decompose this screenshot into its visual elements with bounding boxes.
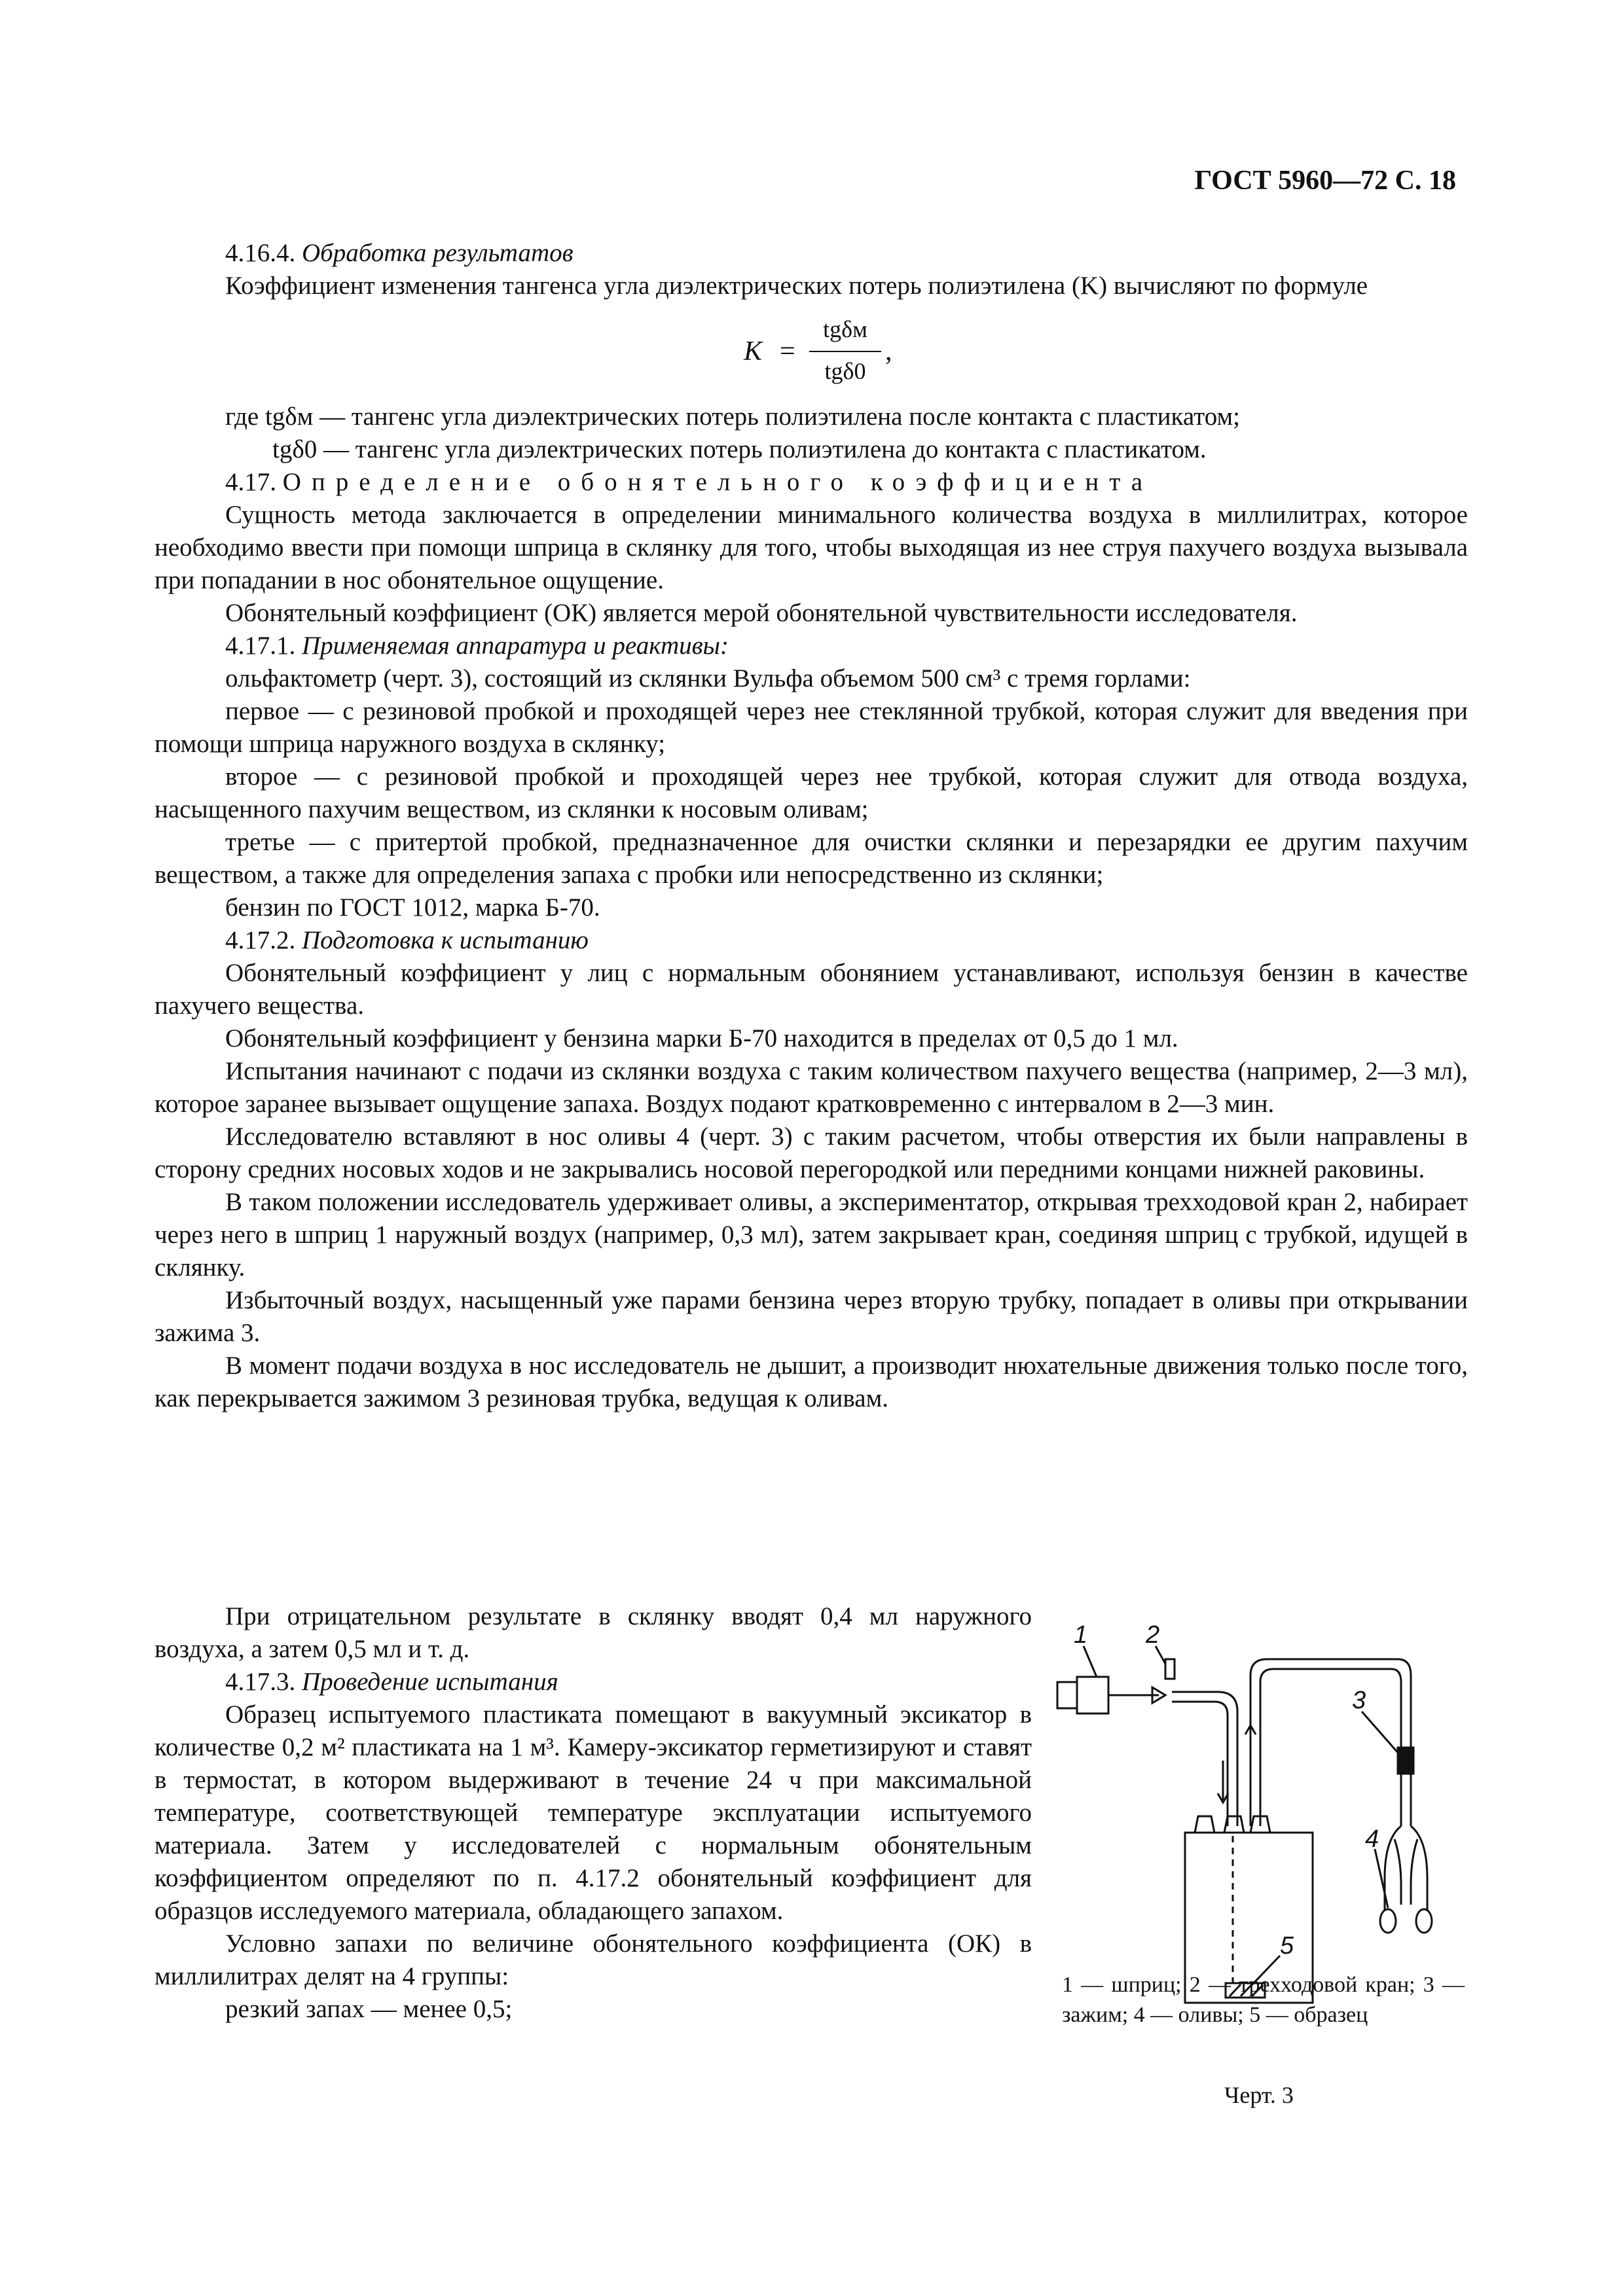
paragraph: Испытания начинают с подачи из склянки воздуха с таким количеством пахучего вещества (например, 2—3 мл), которое заранее вызывает ощущение запаха. Воздух подают кратковременно с интервалом в 2—3 мин. <box>155 1057 1468 1118</box>
paragraph: В таком положении исследователь удерживает оливы, а экспериментатор, открывая трехходовой кран 2, набирает через него в шприц 1 наружный воздух (например, 0,3 мл), затем закрывает кран, соединяя шприц с трубкой, идущей в склянку. <box>155 1188 1468 1282</box>
section-number: 4.17.1. <box>225 632 296 660</box>
page-header: ГОСТ 5960—72 С. 18 <box>1194 166 1456 196</box>
figure-caption: 1 — шприц; 2 — трехходовой кран; 3 — зажим; 4 — оливы; 5 — образец <box>1062 1973 1465 2027</box>
figure-label: Черт. 3 <box>1224 2082 1294 2108</box>
main-text-upper <box>155 237 1468 1415</box>
section-title: Проведение испытания <box>302 1668 558 1696</box>
paragraph: Обонятельный коэффициент у лиц с нормальным обонянием устанавливают, используя бензин в качестве пахучего вещества. <box>155 959 1468 1020</box>
paragraph: Исследователю вставляют в нос оливы 4 (черт. 3) с таким расчетом, чтобы отверстия их были направлены в сторону средних носовых ходов и не закрывались носовой перегородкой или передними концами нижней раковины. <box>155 1122 1468 1183</box>
callout-3: 3 <box>1352 1687 1366 1714</box>
formula-numerator: tgδм <box>823 316 867 342</box>
section-4-16-4 <box>155 237 1468 270</box>
clamp <box>1398 1748 1413 1774</box>
syringe-barrel <box>1077 1677 1108 1713</box>
formula-comma: , <box>885 336 892 367</box>
section-number: 4.17.3. <box>225 1668 296 1696</box>
paragraph: Избыточный воздух, насыщенный уже парами бензина через вторую трубку, попадает в оливы при открывании зажима 3. <box>155 1286 1468 1347</box>
paragraph: второе — с резиновой пробкой и проходящей через нее трубкой, которая служит для отвода воздуха, насыщенного пахучим веществом, из склянки к носовым оливам; <box>155 762 1468 823</box>
section-title: Подготовка к испытанию <box>302 926 589 954</box>
callout-5: 5 <box>1280 1932 1294 1960</box>
paragraph: бензин по ГОСТ 1012, марка Б-70. <box>225 893 600 922</box>
paragraph: Коэффициент изменения тангенса угла диэлектрических потерь полиэтилена (K) вычисляют по формуле <box>225 272 1368 300</box>
section-number: 4.16.4. <box>225 239 296 267</box>
paragraph: При отрицательном результате в склянку вводят 0,4 мл наружного воздуха, а затем 0,5 мл и т. д. <box>155 1602 1032 1663</box>
paragraph: резкий запах — менее 0,5; <box>225 1995 513 2023</box>
formula-lhs: K <box>744 336 763 367</box>
section-4-17-3 <box>155 1666 1032 1698</box>
paragraph: Обонятельный коэффициент (ОК) является мерой обонятельной чувствительности исследователя. <box>225 599 1298 627</box>
olfactometer-figure <box>1054 1604 1473 2009</box>
formula-equals: = <box>780 336 795 367</box>
formula-where-1: где tgδм — тангенс угла диэлектрических потерь полиэтилена после контакта с пластикатом; <box>225 403 1240 431</box>
paragraph: Обонятельный коэффициент у бензина марки Б-70 находится в пределах от 0,5 до 1 мл. <box>225 1024 1178 1052</box>
section-4-17-2 <box>155 924 1468 957</box>
section-number: 4.17.2. <box>225 926 296 954</box>
section-title: Обработка результатов <box>302 239 574 267</box>
paragraph: Сущность метода заключается в определении минимального количества воздуха в миллилитрах, которое необходимо ввести при помощи шприца в склянку для того, чтобы выходящая из нее струя пахучего воздуха вызывала при попадании в нос обонятельное ощущение. <box>155 501 1468 594</box>
main-text-lower <box>155 1600 1032 2026</box>
section-number: 4.17. <box>225 468 276 496</box>
section-4-17-1 <box>155 630 1468 662</box>
fraction-bar <box>809 351 881 352</box>
section-title: Определение обонятельного коэффициента <box>282 468 1154 496</box>
section-4-17 <box>155 466 1468 499</box>
olive-left <box>1380 1909 1396 1933</box>
formula-block <box>155 302 1468 401</box>
callout-1: 1 <box>1074 1621 1088 1649</box>
formula-denominator: tgδ0 <box>824 358 866 384</box>
paragraph: первое — с резиновой пробкой и проходящей через нее стеклянной трубкой, которая служит для введения при помощи шприца наружного воздуха в склянку; <box>155 697 1468 758</box>
syringe-plunger <box>1057 1682 1077 1708</box>
callout-2: 2 <box>1146 1621 1160 1649</box>
paragraph: Условно запахи по величине обонятельного коэффициента (ОК) в миллилитрах делят на 4 группы: <box>155 1929 1032 1990</box>
formula-where-2: tgδ0 — тангенс угла диэлектрических потерь полиэтилена до контакта с пластикатом. <box>272 435 1207 463</box>
section-title: Применяемая аппаратура и реактивы: <box>302 632 729 660</box>
paragraph: В момент подачи воздуха в нос исследователь не дышит, а производит нюхательные движения только после того, как перекрывается зажимом 3 резиновая трубка, ведущая к оливам. <box>155 1352 1468 1412</box>
olive-right <box>1416 1909 1432 1933</box>
paragraph: Образец испытуемого пластиката помещают в вакуумный эксикатор в количестве 0,2 м² пластиката на 1 м³. Камеру-эксикатор герметизируют и ставят в термостат, в котором выдерживают в течение 24 ч при максимальной температуре, соответствующей температуре эксплуатации испытуемого материала. Затем у исследователей с нормальным обонятельным коэффициентом определяют по п. 4.17.2 обонятельный коэффициент для образцов исследуемого материала, обладающего запахом. <box>155 1700 1032 1925</box>
paragraph: третье — с притертой пробкой, предназначенное для очистки склянки и перезарядки ее другим пахучим веществом, а также для определения запаха с пробки или непосредственно из склянки; <box>155 828 1468 889</box>
paragraph: ольфактометр (черт. 3), состоящий из склянки Вульфа объемом 500 см³ с тремя горлами: <box>225 664 1191 692</box>
callout-4: 4 <box>1365 1825 1379 1853</box>
